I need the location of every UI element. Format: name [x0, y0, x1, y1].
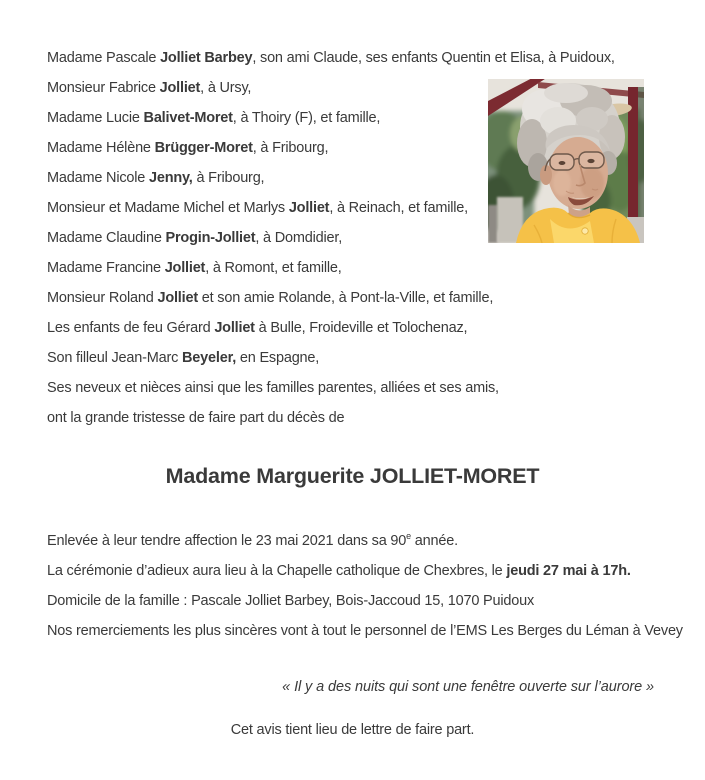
detail-line: La cérémonie d’adieux aura lieu à la Chapelle catholique de Chexbres, le jeudi 27 mai à 17h. [47, 562, 631, 579]
family-line: Son filleul Jean-Marc Beyeler, en Espagne, [47, 350, 320, 366]
funeral-details-list [47, 521, 683, 646]
detail-line: Nos remerciements les plus sincères vont à tout le personnel de l’EMS Les Berges du Léman à Vevey [47, 622, 683, 639]
family-line: Madame Francine Jolliet, à Romont, et famille, [47, 260, 342, 276]
family-line: Monsieur et Madame Michel et Marlys Jolliet, à Reinach, et famille, [47, 200, 468, 216]
family-names-list [47, 43, 615, 433]
detail-line: Domicile de la famille : Pascale Jolliet Barbey, Bois-Jaccoud 15, 1070 Puidoux [47, 592, 535, 609]
family-line: Monsieur Fabrice Jolliet, à Ursy, [47, 80, 252, 96]
closing-line: Cet avis tient lieu de lettre de faire part. [230, 722, 475, 738]
portrait-photo-illustration [488, 79, 644, 243]
deceased-name-title: Madame Marguerite JOLLIET-MORET [165, 464, 540, 488]
family-line: Madame Hélène Brügger-Moret, à Fribourg, [47, 140, 329, 156]
cardigan-button [582, 228, 588, 234]
portrait-photo [488, 79, 644, 243]
family-line: Madame Nicole Jenny, à Fribourg, [47, 170, 265, 186]
detail-line: Enlevée à leur tendre affection le 23 mai 2021 dans sa 90e année. [47, 531, 458, 549]
family-line: Les enfants de feu Gérard Jolliet à Bulle, Froideville et Tolochenaz, [47, 320, 468, 336]
family-line: Monsieur Roland Jolliet et son amie Rolande, à Pont-la-Ville, et famille, [47, 290, 494, 306]
family-line: Madame Claudine Progin-Jolliet, à Domdidier, [47, 230, 343, 246]
family-line: Madame Lucie Balivet-Moret, à Thoiry (F), et famille, [47, 110, 381, 126]
family-line: Madame Pascale Jolliet Barbey, son ami Claude, ses enfants Quentin et Elisa, à Puidoux, [47, 50, 615, 66]
memorial-quote: « Il y a des nuits qui sont une fenêtre ouverte sur l’aurore » [282, 679, 654, 695]
family-line: Ses neveux et nièces ainsi que les familles parentes, alliées et ses amis, [47, 380, 499, 396]
family-line: ont la grande tristesse de faire part du décès de [47, 410, 345, 426]
